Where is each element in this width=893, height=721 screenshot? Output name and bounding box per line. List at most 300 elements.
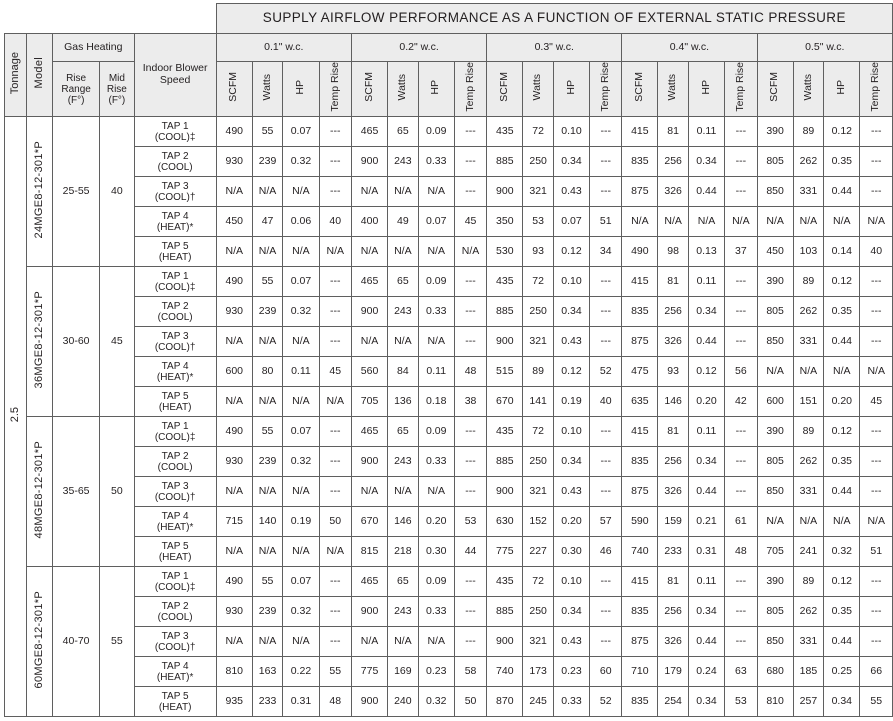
data-cell: 450 [216,207,252,237]
data-cell: N/A [252,327,282,357]
data-cell: 0.33 [418,597,454,627]
data-cell: 0.44 [824,327,860,357]
data-cell: 65 [388,267,418,297]
table-row [5,597,893,627]
data-cell: --- [590,177,622,207]
data-cell: 0.31 [688,537,724,567]
data-cell: 233 [658,537,688,567]
data-cell: N/A [351,177,387,207]
sub-header-temp-rise: Temp Rise [319,62,351,117]
data-cell: 50 [454,687,486,717]
data-cell: 257 [793,687,823,717]
data-cell: 250 [523,297,553,327]
pressure-header-02: 0.2" w.c. [351,34,486,62]
data-cell: --- [590,447,622,477]
blower-tap-label: TAP 1 (COOL)‡ [134,267,216,297]
data-cell: 0.07 [283,567,319,597]
data-cell: 0.33 [418,447,454,477]
data-cell: 740 [487,657,523,687]
data-cell: 42 [725,387,757,417]
sub-header-watts: Watts [793,62,823,117]
blower-tap-label: TAP 2 (COOL) [134,447,216,477]
data-cell: 875 [622,327,658,357]
model-header: Model [26,34,52,117]
data-cell: N/A [216,327,252,357]
data-cell: 490 [216,117,252,147]
data-cell: 51 [590,207,622,237]
data-cell: 0.10 [553,267,589,297]
data-cell: 321 [523,477,553,507]
data-cell: --- [454,117,486,147]
data-cell: 243 [388,147,418,177]
data-cell: 0.06 [283,207,319,237]
data-cell: 321 [523,327,553,357]
data-cell: 930 [216,447,252,477]
data-cell: 900 [487,327,523,357]
table-row [5,627,893,657]
data-cell: --- [725,447,757,477]
data-cell: N/A [283,627,319,657]
data-cell: 0.43 [553,627,589,657]
airflow-performance-table [4,3,893,717]
data-cell: 0.22 [283,657,319,687]
data-cell: 0.11 [688,567,724,597]
data-cell: N/A [388,237,418,267]
sub-header-hp: HP [418,62,454,117]
data-cell: --- [454,297,486,327]
data-cell: 89 [793,117,823,147]
data-cell: 331 [793,477,823,507]
table-row [5,237,893,267]
data-cell: 0.09 [418,267,454,297]
sub-header-scfm: SCFM [216,62,252,117]
blower-tap-label: TAP 3 (COOL)† [134,177,216,207]
data-cell: 0.07 [283,417,319,447]
data-cell: 0.32 [283,597,319,627]
data-cell: 0.20 [824,387,860,417]
blower-tap-label: TAP 3 (COOL)† [134,627,216,657]
data-cell: 0.43 [553,477,589,507]
data-cell: --- [319,447,351,477]
data-cell: 40 [590,387,622,417]
data-cell: 152 [523,507,553,537]
data-cell: 900 [351,597,387,627]
data-cell: 239 [252,297,282,327]
sub-header-hp: HP [283,62,319,117]
sub-header-watts: Watts [523,62,553,117]
data-cell: --- [319,327,351,357]
data-cell: 89 [793,417,823,447]
blower-speed-header: Indoor Blower Speed [134,34,216,117]
data-cell: N/A [252,477,282,507]
table-row [5,387,893,417]
table-row [5,537,893,567]
data-cell: 0.44 [688,477,724,507]
data-cell: --- [590,567,622,597]
data-cell: 850 [757,327,793,357]
data-cell: 239 [252,147,282,177]
data-cell: 0.23 [418,657,454,687]
data-cell: 0.32 [418,687,454,717]
data-cell: 0.44 [824,477,860,507]
data-cell: 98 [658,237,688,267]
data-cell: 185 [793,657,823,687]
blower-tap-label: TAP 1 (COOL)‡ [134,417,216,447]
data-cell: 0.33 [553,687,589,717]
data-cell: 850 [757,477,793,507]
data-cell: --- [454,597,486,627]
blower-tap-label: TAP 1 (COOL)‡ [134,117,216,147]
data-cell: N/A [283,477,319,507]
sub-header-scfm: SCFM [487,62,523,117]
data-cell: N/A [283,237,319,267]
data-cell: 930 [216,297,252,327]
data-cell: 465 [351,567,387,597]
data-cell: 0.12 [824,117,860,147]
data-cell: --- [319,567,351,597]
data-cell: 835 [622,297,658,327]
data-cell: 56 [725,357,757,387]
table-row [5,327,893,357]
data-cell: 530 [487,237,523,267]
data-cell: 900 [351,687,387,717]
data-cell: --- [725,267,757,297]
table-row [5,417,893,447]
data-cell: --- [454,267,486,297]
mid-rise-value: 45 [100,267,134,417]
data-cell: 930 [216,147,252,177]
data-cell: 670 [351,507,387,537]
data-cell: --- [590,147,622,177]
blower-tap-label: TAP 4 (HEAT)* [134,657,216,687]
data-cell: 810 [216,657,252,687]
data-cell: 89 [793,567,823,597]
data-cell: 218 [388,537,418,567]
mid-rise-value: 55 [100,567,134,717]
data-cell: --- [860,117,893,147]
data-cell: N/A [418,237,454,267]
data-cell: N/A [319,237,351,267]
data-cell: 0.32 [283,297,319,327]
blower-tap-label: TAP 4 (HEAT)* [134,357,216,387]
airflow-performance-sheet [4,3,893,717]
data-cell: 140 [252,507,282,537]
data-cell: 0.43 [553,327,589,357]
data-cell: --- [590,597,622,627]
data-cell: 173 [523,657,553,687]
sub-header-scfm: SCFM [757,62,793,117]
data-cell: 46 [590,537,622,567]
data-cell: N/A [688,207,724,237]
data-cell: 55 [860,687,893,717]
data-cell: 600 [216,357,252,387]
table-row [5,357,893,387]
sub-header-watts: Watts [388,62,418,117]
data-cell: 900 [487,627,523,657]
sub-header-temp-rise: Temp Rise [590,62,622,117]
data-cell: 321 [523,627,553,657]
data-cell: 37 [725,237,757,267]
data-cell: 81 [658,267,688,297]
data-cell: --- [725,117,757,147]
data-cell: --- [725,567,757,597]
data-cell: 40 [860,237,893,267]
data-cell: 0.11 [418,357,454,387]
data-cell: N/A [252,537,282,567]
tonnage-value: 2.5 [5,117,27,717]
data-cell: --- [590,267,622,297]
data-cell: 390 [757,117,793,147]
data-cell: --- [860,297,893,327]
data-cell: 0.11 [688,417,724,447]
data-cell: 875 [622,477,658,507]
data-cell: --- [319,627,351,657]
data-cell: 670 [487,387,523,417]
data-cell: 390 [757,567,793,597]
data-cell: 0.09 [418,417,454,447]
table-row [5,297,893,327]
data-cell: 560 [351,357,387,387]
data-cell: 65 [388,117,418,147]
model-name: 60MGE8-12-301*P [26,567,52,717]
data-cell: --- [725,417,757,447]
data-cell: 241 [793,537,823,567]
data-cell: 0.34 [824,687,860,717]
data-cell: N/A [725,207,757,237]
blower-tap-label: TAP 2 (COOL) [134,147,216,177]
table-row [5,507,893,537]
data-cell: 930 [216,597,252,627]
data-cell: --- [319,297,351,327]
data-cell: 240 [388,687,418,717]
data-cell: 55 [252,267,282,297]
data-cell: --- [860,477,893,507]
pressure-header-05: 0.5" w.c. [757,34,892,62]
data-cell: 326 [658,327,688,357]
data-cell: 0.35 [824,297,860,327]
data-cell: 0.13 [688,237,724,267]
mid-rise-value: 50 [100,417,134,567]
data-cell: 0.33 [418,297,454,327]
data-cell: 885 [487,147,523,177]
data-cell: --- [860,597,893,627]
data-cell: --- [725,177,757,207]
data-cell: 0.20 [553,507,589,537]
data-cell: --- [860,567,893,597]
data-cell: 900 [487,477,523,507]
data-cell: 103 [793,237,823,267]
data-cell: 390 [757,417,793,447]
sub-header-watts: Watts [252,62,282,117]
data-cell: 0.30 [418,537,454,567]
data-cell: 415 [622,267,658,297]
data-cell: 45 [319,357,351,387]
blower-tap-label: TAP 3 (COOL)† [134,327,216,357]
blower-tap-label: TAP 1 (COOL)‡ [134,567,216,597]
table-corner [5,4,217,34]
data-cell: N/A [351,327,387,357]
data-cell: 0.23 [553,657,589,687]
data-cell: 72 [523,267,553,297]
data-cell: 415 [622,417,658,447]
data-cell: 465 [351,117,387,147]
data-cell: 256 [658,597,688,627]
data-cell: 262 [793,297,823,327]
data-cell: N/A [351,237,387,267]
data-cell: --- [860,447,893,477]
data-cell: --- [725,327,757,357]
data-cell: --- [319,147,351,177]
data-cell: 805 [757,447,793,477]
data-cell: --- [454,477,486,507]
data-cell: --- [454,567,486,597]
data-cell: 326 [658,177,688,207]
data-cell: 326 [658,627,688,657]
data-cell: 680 [757,657,793,687]
model-name: 48MGE8-12-301*P [26,417,52,567]
data-cell: 0.07 [553,207,589,237]
data-cell: 250 [523,447,553,477]
rise-range-value: 25-55 [52,117,99,267]
data-cell: 53 [454,507,486,537]
data-cell: N/A [860,357,893,387]
data-cell: --- [725,147,757,177]
data-cell: 0.20 [688,387,724,417]
data-cell: 815 [351,537,387,567]
mid-rise-header: Mid Rise (F°) [100,62,134,117]
data-cell: N/A [216,387,252,417]
data-cell: 810 [757,687,793,717]
data-cell: 93 [658,357,688,387]
data-cell: --- [319,597,351,627]
table-row [5,657,893,687]
data-cell: N/A [216,477,252,507]
data-cell: 900 [487,177,523,207]
data-cell: --- [590,117,622,147]
data-cell: 72 [523,117,553,147]
data-cell: 227 [523,537,553,567]
data-cell: 0.10 [553,117,589,147]
data-cell: N/A [388,627,418,657]
data-cell: 0.07 [283,267,319,297]
data-cell: --- [860,177,893,207]
data-cell: 40 [319,207,351,237]
data-cell: N/A [216,237,252,267]
data-cell: 0.30 [553,537,589,567]
table-row [5,447,893,477]
data-cell: 0.44 [824,627,860,657]
data-cell: 415 [622,117,658,147]
data-cell: N/A [388,177,418,207]
data-cell: 321 [523,177,553,207]
data-cell: 835 [622,147,658,177]
data-cell: 57 [590,507,622,537]
rise-range-value: 30-60 [52,267,99,417]
data-cell: N/A [793,507,823,537]
data-cell: 875 [622,177,658,207]
data-cell: 0.11 [283,357,319,387]
data-cell: 0.34 [553,597,589,627]
sub-header-watts: Watts [658,62,688,117]
data-cell: 390 [757,267,793,297]
data-cell: 0.35 [824,447,860,477]
table-row [5,567,893,597]
data-cell: N/A [824,357,860,387]
data-cell: 885 [487,597,523,627]
data-cell: 146 [388,507,418,537]
table-row [5,177,893,207]
data-cell: N/A [860,507,893,537]
data-cell: N/A [418,177,454,207]
data-cell: 72 [523,417,553,447]
data-cell: 65 [388,567,418,597]
data-cell: 0.18 [418,387,454,417]
data-cell: 50 [319,507,351,537]
mid-rise-value: 40 [100,117,134,267]
blower-tap-label: TAP 4 (HEAT)* [134,207,216,237]
data-cell: 490 [216,567,252,597]
data-cell: N/A [454,237,486,267]
data-cell: 885 [487,447,523,477]
data-cell: N/A [658,207,688,237]
data-cell: N/A [418,477,454,507]
data-cell: 435 [487,567,523,597]
data-cell: 254 [658,687,688,717]
data-cell: --- [860,417,893,447]
sub-header-hp: HP [553,62,589,117]
data-cell: 0.11 [688,117,724,147]
data-cell: 163 [252,657,282,687]
data-cell: --- [860,147,893,177]
data-cell: N/A [418,327,454,357]
data-cell: --- [860,327,893,357]
data-cell: 490 [216,417,252,447]
data-cell: 331 [793,627,823,657]
data-cell: 435 [487,417,523,447]
blower-tap-label: TAP 5 (HEAT) [134,687,216,717]
blower-tap-label: TAP 2 (COOL) [134,597,216,627]
data-cell: 435 [487,117,523,147]
data-cell: N/A [283,387,319,417]
data-cell: 0.12 [553,357,589,387]
data-cell: 0.09 [418,117,454,147]
data-cell: 515 [487,357,523,387]
data-cell: 0.24 [688,657,724,687]
data-cell: N/A [319,537,351,567]
data-cell: 0.20 [418,507,454,537]
pressure-header-04: 0.4" w.c. [622,34,757,62]
data-cell: 0.44 [688,327,724,357]
data-cell: N/A [216,177,252,207]
data-cell: 159 [658,507,688,537]
data-cell: --- [725,627,757,657]
data-cell: 0.33 [418,147,454,177]
data-cell: 715 [216,507,252,537]
data-cell: 326 [658,477,688,507]
data-cell: 0.12 [824,417,860,447]
sub-header-hp: HP [824,62,860,117]
rise-range-value: 40-70 [52,567,99,717]
data-cell: 900 [351,447,387,477]
data-cell: 331 [793,327,823,357]
blower-tap-label: TAP 5 (HEAT) [134,237,216,267]
data-cell: 0.32 [283,447,319,477]
data-cell: 900 [351,297,387,327]
data-cell: 38 [454,387,486,417]
data-cell: N/A [283,537,319,567]
data-cell: 169 [388,657,418,687]
data-cell: --- [319,117,351,147]
